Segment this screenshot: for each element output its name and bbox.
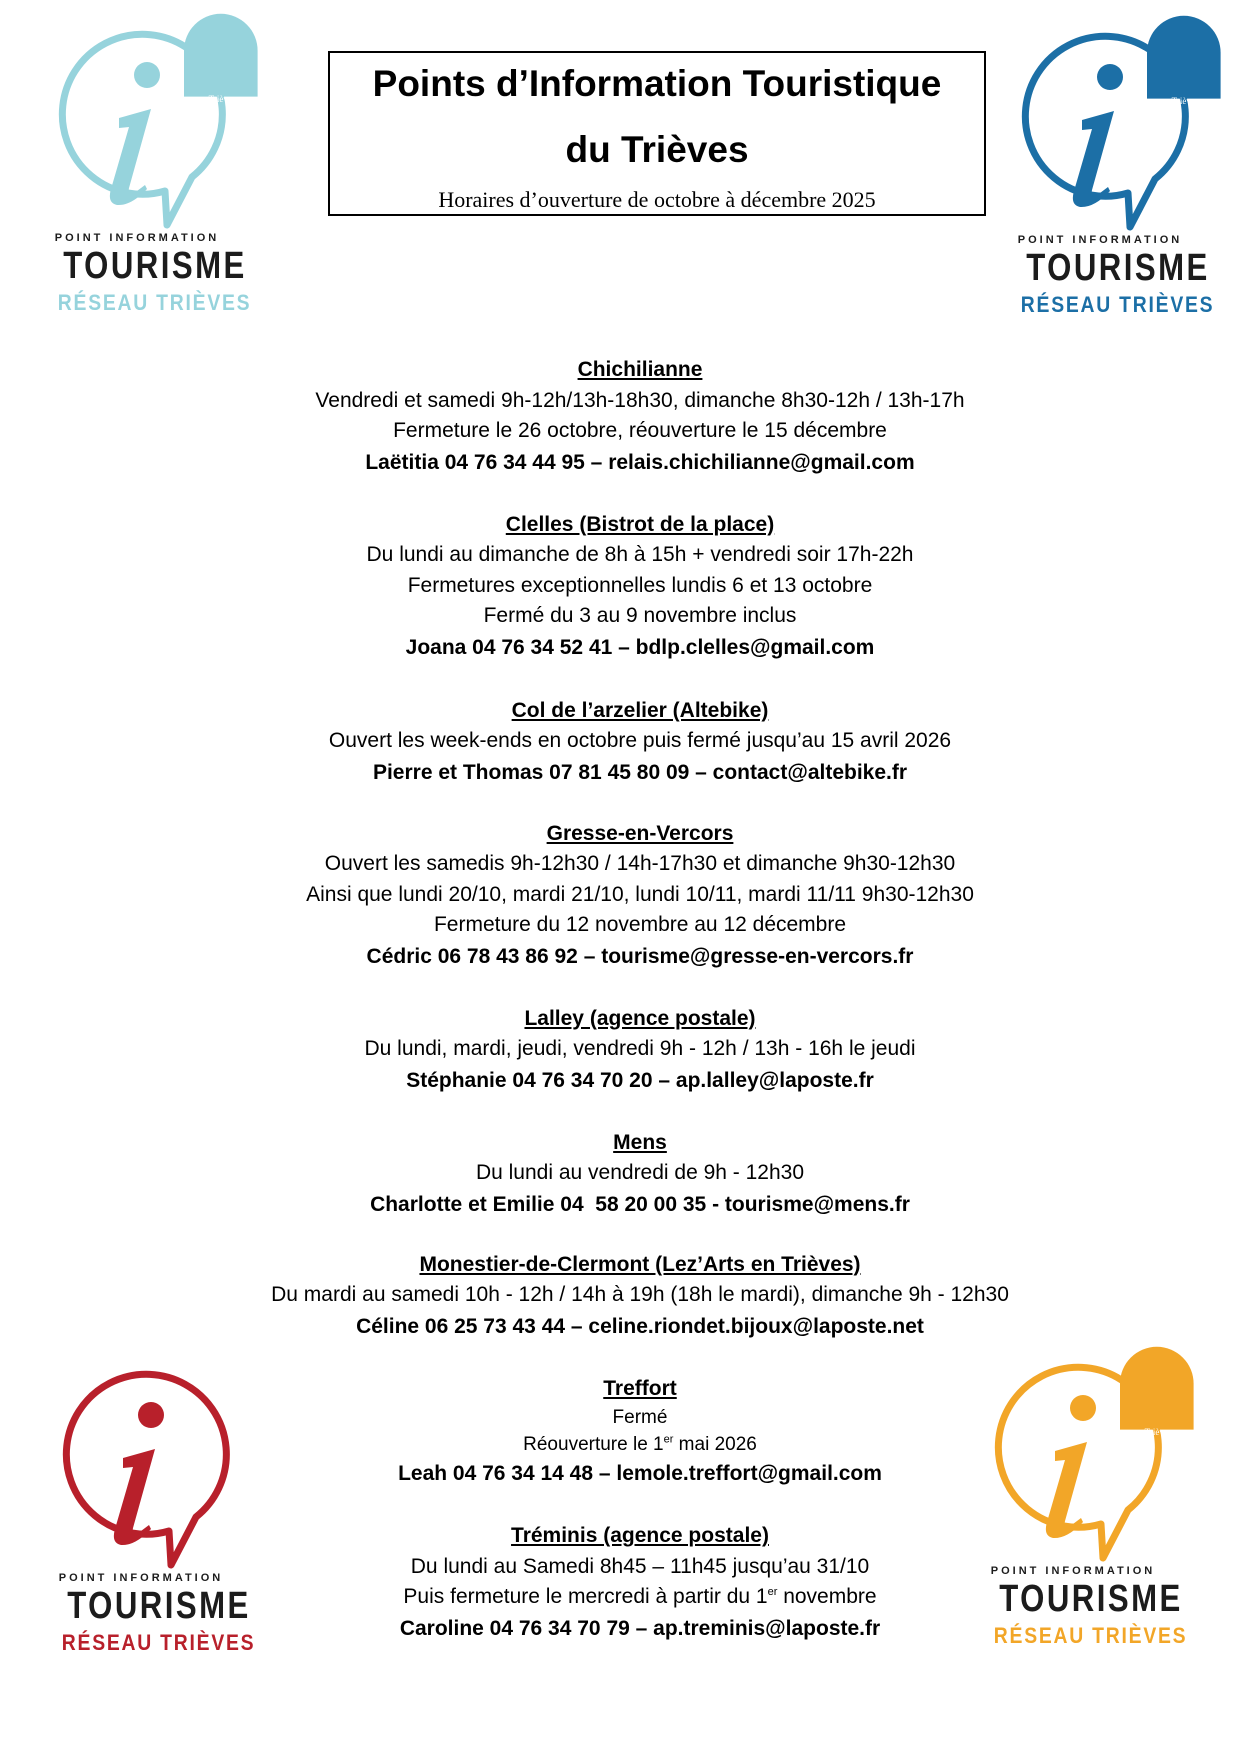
page-title: Points d’Information Touristique <box>372 63 942 104</box>
logo-line2: TOURISME <box>999 1578 1183 1620</box>
entry-note: Fermeture le 26 octobre, réouverture le 15 décembre <box>393 419 887 442</box>
info-bubble-icon <box>47 25 236 235</box>
note-sup: er <box>767 1586 778 1598</box>
entry-hours: Du lundi au vendredi de 9h - 12h30 <box>475 1161 805 1184</box>
entry-contact: Cédric 06 78 43 86 92 – tourisme@gresse-en-vercors.fr <box>366 944 914 968</box>
logo-line2: TOURISME <box>63 245 247 287</box>
page-subtitle: Horaires d’ouverture de octobre à décembre 2025 <box>438 187 876 212</box>
logo-top-right <box>1010 27 1215 327</box>
entries-list <box>180 355 1100 1676</box>
entry-reopen <box>180 1431 1100 1458</box>
note-text-end: novembre <box>777 1585 877 1608</box>
entry-treffort <box>180 1374 1100 1490</box>
reopen-text-end: mai 2026 <box>673 1434 757 1455</box>
logo-line2: TOURISME <box>67 1585 251 1627</box>
entry-contact: Leah 04 76 34 14 48 – lemole.treffort@gmail.com <box>398 1462 882 1485</box>
logo-line3: RÉSEAU TRIÈVES <box>1020 292 1215 317</box>
reopen-text: Réouverture le 1 <box>523 1434 664 1455</box>
logo-line1: POINT INFORMATION <box>58 1572 224 1584</box>
entry-name: Lalley (agence postale) <box>524 1006 756 1030</box>
entry-name: Gresse-en-Vercors <box>546 821 734 845</box>
entry-name: Chichilianne <box>577 358 703 381</box>
entry-status: Fermé <box>612 1407 668 1428</box>
entry-contact: Joana 04 76 34 52 41 – bdlp.clelles@gmail.com <box>405 635 875 659</box>
entry-name: Clelles (Bistrot de la place) <box>505 512 775 536</box>
logo-line3: RÉSEAU TRIÈVES <box>61 1630 256 1655</box>
svg-text:Trièves: Trièves <box>208 94 236 104</box>
entry-name: Monestier-de-Clermont (Lez’Arts en Trièves) <box>419 1252 861 1276</box>
entry-chichilianne <box>180 355 1100 478</box>
entry-clelles <box>180 510 1100 663</box>
logo-line1: POINT INFORMATION <box>54 232 220 244</box>
entry-name: Col de l’arzelier (Altebike) <box>511 698 769 722</box>
entry-hours: Ouvert les week-ends en octobre puis fermé jusqu’au 15 avril 2026 <box>328 729 952 752</box>
svg-text:Trièves: Trièves <box>1144 1427 1172 1437</box>
entry-hours: Vendredi et samedi 9h-12h/13h-18h30, dimanche 8h30-12h / 13h-17h <box>315 388 965 412</box>
entry-note: Fermetures exceptionnelles lundis 6 et 13 octobre <box>407 573 873 597</box>
title-box <box>328 51 986 216</box>
entry-lalley <box>180 1004 1100 1096</box>
info-bubble-icon <box>1010 27 1199 237</box>
entry-contact: Caroline 04 76 34 70 79 – ap.treminis@laposte.fr <box>399 1616 881 1640</box>
entry-hours: Du mardi au samedi 10h - 12h / 14h à 19h (18h le mardi), dimanche 9h - 12h30 <box>271 1283 1009 1306</box>
entry-name: Mens <box>613 1130 667 1154</box>
entry-mens <box>180 1128 1100 1220</box>
logo-top-left <box>47 25 252 325</box>
entry-contact: Charlotte et Emilie 04 58 20 00 35 - tourisme@mens.fr <box>370 1192 910 1216</box>
entry-contact: Stéphanie 04 76 34 70 20 – ap.lalley@laposte.fr <box>406 1068 874 1092</box>
entry-contact: Pierre et Thomas 07 81 45 80 09 – contact@altebike.fr <box>372 760 908 784</box>
entry-note <box>180 1582 1100 1613</box>
entry-name: Treffort <box>603 1376 677 1400</box>
logo-line1: POINT INFORMATION <box>1017 234 1183 246</box>
logo-line2: TOURISME <box>1026 247 1210 289</box>
entry-name: Tréminis (agence postale) <box>511 1524 769 1547</box>
logo-line3: RÉSEAU TRIÈVES <box>993 1623 1188 1648</box>
entry-contact: Laëtitia 04 76 34 44 95 – relais.chichilianne@gmail.com <box>365 450 915 474</box>
entry-note: Fermé du 3 au 9 novembre inclus <box>483 604 797 627</box>
note-text: Puis fermeture le mercredi à partir du 1 <box>403 1585 768 1608</box>
entry-gresse-en-vercors <box>180 819 1100 972</box>
entry-hours: Ouvert les samedis 9h-12h30 / 14h-17h30 et dimanche 9h30-12h30 <box>324 852 956 875</box>
entry-contact: Céline 06 25 73 43 44 – celine.riondet.bijoux@laposte.net <box>356 1314 924 1338</box>
entry-treminis <box>180 1521 1100 1644</box>
page-title-line2: du Trièves <box>565 129 749 170</box>
svg-text:Trièves: Trièves <box>1171 96 1199 106</box>
logo-line1: POINT INFORMATION <box>990 1565 1156 1577</box>
entry-hours: Du lundi au Samedi 8h45 – 11h45 jusqu’au 31/10 <box>410 1554 870 1578</box>
entry-hours: Du lundi, mardi, jeudi, vendredi 9h - 12h / 13h - 16h le jeudi <box>364 1037 916 1060</box>
entry-note: Fermeture du 12 novembre au 12 décembre <box>433 913 847 936</box>
entry-hours: Du lundi au dimanche de 8h à 15h + vendredi soir 17h-22h <box>366 543 914 566</box>
reopen-sup: er <box>663 1433 674 1446</box>
entry-note: Ainsi que lundi 20/10, mardi 21/10, lundi 10/11, mardi 11/11 9h30-12h30 <box>306 882 974 906</box>
entry-monestier-de-clermont <box>180 1250 1100 1342</box>
entry-col-arzelier <box>180 696 1100 788</box>
logo-line3: RÉSEAU TRIÈVES <box>57 290 252 315</box>
